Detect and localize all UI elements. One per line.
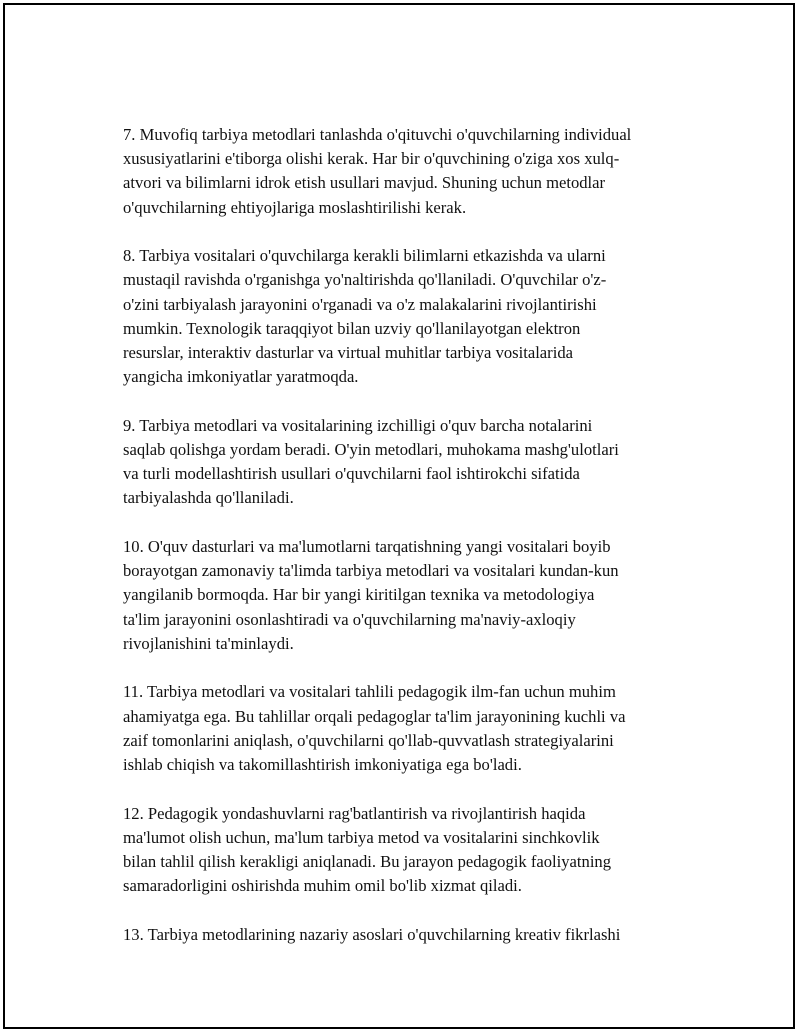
text-line: va turli modellashtirish usullari o'quvchilarni faol ishtirokchi sifatida — [123, 464, 580, 484]
paragraph-8 — [123, 244, 693, 389]
paragraph-7 — [123, 123, 693, 220]
text-line: yangicha imkoniyatlar yaratmoqda. — [123, 367, 359, 387]
text-line: ahamiyatga ega. Bu tahlillar orqali pedagoglar ta'lim jarayonining kuchli va — [123, 706, 626, 726]
text-line: samaradorligini oshirishda muhim omil bo'lib xizmat qiladi. — [123, 876, 522, 896]
text-line: o'quvchilarning ehtiyojlariga moslashtirilishi kerak. — [123, 197, 467, 217]
document-body — [123, 123, 693, 971]
text-line: yangilanib bormoqda. Har bir yangi kiritilgan texnika va metodologiya — [123, 585, 595, 605]
paragraph-12 — [123, 802, 693, 899]
text-line: 9. Tarbiya metodlari va vositalarining izchilligi o'quv barcha notalarini — [123, 415, 593, 435]
text-line: ma'lumot olish uchun, ma'lum tarbiya metod va vositalarini sinchkovlik — [123, 827, 600, 847]
page-frame — [3, 3, 795, 1029]
text-line: xususiyatlarini e'tiborga olishi kerak. Har bir o'quvchining o'ziga xos xulq- — [123, 149, 620, 169]
text-line: 10. O'quv dasturlari va ma'lumotlarni tarqatishning yangi vositalari boyib — [123, 537, 611, 557]
text-line: borayotgan zamonaviy ta'limda tarbiya metodlari va vositalari kundan-kun — [123, 561, 619, 581]
text-line: mumkin. Texnologik taraqqiyot bilan uzviy qo'llanilayotgan elektron — [123, 318, 581, 338]
paragraph-13 — [123, 923, 693, 947]
text-line: resurslar, interaktiv dasturlar va virtual muhitlar tarbiya vositalarida — [123, 343, 573, 363]
text-line: 8. Tarbiya vositalari o'quvchilarga kerakli bilimlarni etkazishda va ularni — [123, 246, 606, 266]
text-line: tarbiyalashda qo'llaniladi. — [123, 488, 294, 508]
text-line: 11. Tarbiya metodlari va vositalari tahlili pedagogik ilm-fan uchun muhim — [123, 682, 616, 702]
text-line: bilan tahlil qilish kerakligi aniqlanadi. Bu jarayon pedagogik faoliyatning — [123, 852, 612, 872]
paragraph-10 — [123, 535, 693, 656]
paragraph-11 — [123, 680, 693, 777]
text-line: mustaqil ravishda o'rganishga yo'naltirishda qo'llaniladi. O'quvchilar o'z- — [123, 270, 607, 290]
text-line: atvori va bilimlarni idrok etish usullari mavjud. Shuning uchun metodlar — [123, 173, 606, 193]
text-line: o'zini tarbiyalash jarayonini o'rganadi va o'z malakalarini rivojlantirishi — [123, 294, 597, 314]
paragraph-9 — [123, 414, 693, 511]
text-line: ta'lim jarayonini osonlashtiradi va o'quvchilarning ma'naviy-axloqiy — [123, 609, 576, 629]
text-line: rivojlanishini ta'minlaydi. — [123, 633, 294, 653]
text-line: 12. Pedagogik yondashuvlarni rag'batlantirish va rivojlantirish haqida — [123, 803, 586, 823]
text-line: ishlab chiqish va takomillashtirish imkoniyatiga ega bo'ladi. — [123, 755, 522, 775]
text-line: zaif tomonlarini aniqlash, o'quvchilarni qo'llab-quvvatlash strategiyalarini — [123, 730, 614, 750]
text-line: saqlab qolishga yordam beradi. O'yin metodlari, muhokama mashg'ulotlari — [123, 440, 619, 460]
text-line: 13. Tarbiya metodlarining nazariy asoslari o'quvchilarning kreativ fikrlashi — [123, 924, 621, 944]
text-line: 7. Muvofiq tarbiya metodlari tanlashda o'qituvchi o'quvchilarning individual — [123, 125, 632, 144]
